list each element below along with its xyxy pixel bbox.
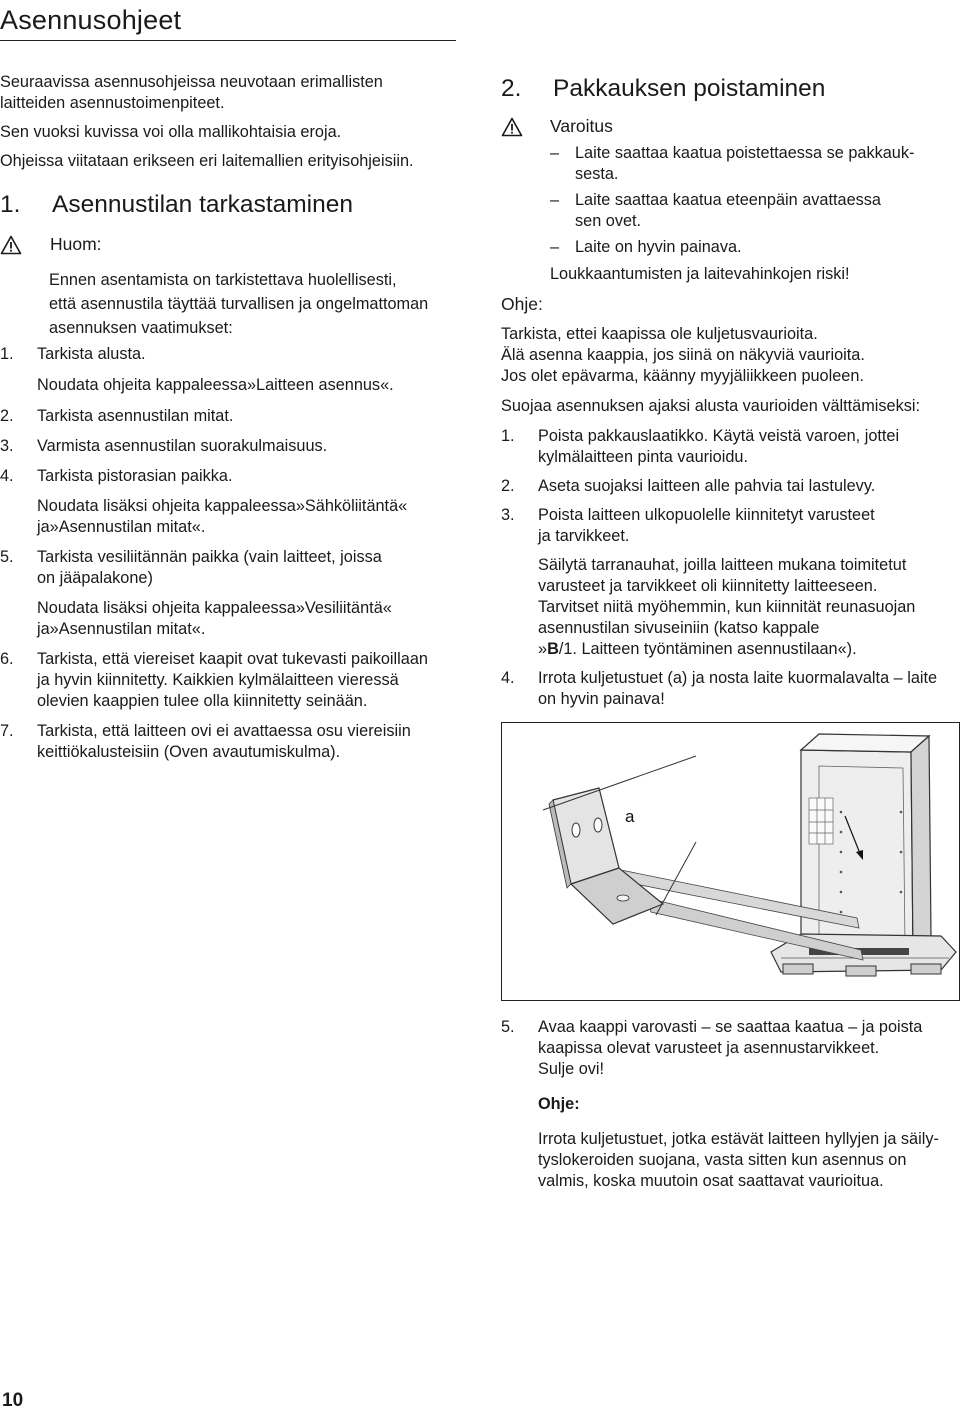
note-line: asennustilan sivuseiniin (katso kappale (538, 619, 820, 637)
notice-line: Ennen asentamista on tarkistettava huolellisesti, (49, 271, 397, 289)
list-item (0, 649, 462, 712)
warning-line: sen ovet. (575, 212, 642, 230)
illustration-svg (501, 722, 960, 1001)
list-item-number: 3. (0, 437, 14, 455)
list-item (0, 406, 462, 427)
section-1-number: 1. (0, 191, 21, 218)
step-item (501, 668, 960, 710)
list-item-line: keittiökalusteisiin (Oven avautumiskulma). (37, 743, 341, 761)
list-item-number (0, 375, 37, 396)
warning-line: Laite saattaa kaatua eteenpäin avattaessa (575, 191, 881, 209)
intro-paragraph (0, 72, 462, 172)
step-item (501, 476, 960, 497)
note-prefix: » (538, 640, 548, 658)
step-text (538, 505, 960, 547)
ohje-line: Älä asenna kaappia, jos siinä on näkyviä vaurioita. (501, 346, 865, 364)
list-item-text (37, 496, 462, 538)
list-item-text (37, 649, 462, 712)
warning-triangle-icon (501, 117, 523, 137)
intro-line: Ohjeissa viitataan erikseen eri laitemallien erityisohjeisiin. (0, 152, 414, 170)
intro-line: laitteiden asennustoimenpiteet. (0, 94, 225, 112)
step-line: kylmälaitteen pinta vaurioidu. (538, 448, 748, 466)
list-item-number: 2. (0, 407, 14, 425)
list-item (0, 721, 462, 763)
notice-text (49, 268, 462, 340)
section-2-number: 2. (501, 75, 522, 102)
step-item (501, 1017, 960, 1080)
list-item-line: ja»Asennustilan mitat«. (37, 620, 206, 638)
list-item-number (0, 598, 37, 640)
warning-item (550, 190, 960, 232)
notice-line: että asennustila täyttää turvallisen ja ongelmattoman (49, 295, 429, 313)
warning-item (550, 237, 960, 258)
page-title: Asennusohjeet (0, 5, 182, 35)
list-item (0, 598, 462, 640)
note-suffix: /1. Laitteen työntäminen asennustilaan«). (558, 640, 857, 658)
notice-label: Huom: (50, 234, 102, 254)
list-item-line: Tarkista, että viereiset kaapit ovat tukevasti paikoillaan (37, 650, 428, 668)
list-item-number: 4. (0, 467, 14, 485)
note-line (538, 639, 960, 660)
right-column (501, 72, 960, 710)
step-text: Aseta suojaksi laitteen alle pahvia tai lastulevy. (538, 477, 876, 495)
dash-bullet: – (550, 238, 560, 256)
list-item (0, 375, 462, 396)
left-column (0, 72, 462, 763)
warning-item-text (575, 143, 960, 185)
list-item-text: Varmista asennustilan suorakulmaisuus. (37, 437, 328, 455)
list-item-line: on jääpalakone) (37, 569, 153, 587)
list-item-line: Noudata lisäksi ohjeita kappaleessa»Sähköliitäntä« (37, 497, 408, 515)
pallet-illustration (501, 722, 960, 1001)
warning-item-text (575, 190, 960, 232)
list-item-text (37, 547, 462, 589)
list-item-text: Tarkista pistorasian paikka. (37, 467, 233, 485)
warning-item (550, 143, 960, 185)
warning-line: Laite saattaa kaatua poistettaessa se pakkauk- (575, 144, 915, 162)
page-number: 10 (2, 1390, 24, 1411)
step-number: 4. (501, 669, 515, 687)
ohje-line: valmis, koska muutoin osat saattavat vaurioitua. (538, 1172, 884, 1190)
step-line: kaapissa olevat varusteet ja asennustarvikkeet. (538, 1039, 880, 1057)
list-item-line: Tarkista vesiliitännän paikka (vain laitteet, joissa (37, 548, 382, 566)
list-item-number: 6. (0, 650, 14, 668)
list-item-line: olevien kaappien tulee olla kiinnitetty seinään. (37, 692, 368, 710)
warning-line: sesta. (575, 165, 619, 183)
step-3-note (538, 555, 960, 660)
list-item-line: ja»Asennustilan mitat«. (37, 518, 206, 536)
warning-item-text: Laite on hyvin painava. (575, 238, 742, 256)
section-1-heading (0, 190, 462, 220)
ohje-2-text (538, 1129, 960, 1192)
section-1-list (0, 344, 462, 763)
note-line: varusteet ja tarvikkeet oli kiinnitetty laitteeseen. (538, 577, 878, 595)
list-item-line: ja hyvin kiinnitetty. Kaikkien kylmälaitteen vieressä (37, 671, 399, 689)
appliance-side (911, 736, 931, 954)
ohje-text (501, 324, 960, 387)
step-line: Poista laitteen ulkopuolelle kiinnitetyt varusteet (538, 506, 875, 524)
step-item (501, 426, 960, 468)
warning-label: Varoitus (550, 116, 613, 136)
step-line: Poista pakkauslaatikko. Käytä veistä varoen, jottei (538, 427, 900, 445)
appliance-grid (809, 798, 833, 844)
warning-footer: Loukkaantumisten ja laitevahinkojen riski! (550, 265, 850, 283)
step-text (538, 668, 960, 710)
list-item-text (37, 598, 462, 640)
list-item-number: 5. (0, 548, 14, 566)
section-2-title: Pakkauksen poistaminen (553, 75, 826, 102)
list-item-number (0, 496, 37, 538)
list-item-text (37, 721, 462, 763)
section-2-steps (501, 426, 960, 710)
warning-triangle-icon (0, 235, 22, 255)
step-item (501, 505, 960, 547)
list-item (0, 344, 462, 365)
step-line: on hyvin painava! (538, 690, 665, 708)
ohje-line: Tarkista, ettei kaapissa ole kuljetusvaurioita. (501, 325, 818, 343)
warning-header (501, 116, 960, 137)
step-line: Irrota kuljetustuet (a) ja nosta laite kuormalavalta – laite (538, 669, 938, 687)
list-item (0, 496, 462, 538)
step-line: Sulje ovi! (538, 1060, 605, 1078)
appliance-top (801, 734, 929, 752)
step-text (538, 426, 960, 468)
note-bold: B (547, 640, 559, 658)
ohje-line: Irrota kuljetustuet, jotka estävät laitteen hyllyjen ja säily- (538, 1130, 939, 1148)
ohje-label-2: Ohje: (538, 1095, 580, 1113)
notice-header (0, 234, 462, 255)
intro-line: Seuraavissa asennusohjeissa neuvotaan erimallisten (0, 73, 383, 91)
list-item-text: Tarkista alusta. (37, 345, 146, 363)
list-item-text: Noudata ohjeita kappaleessa»Laitteen asennus«. (37, 376, 394, 394)
note-line: Tarvitset niitä myöhemmin, kun kiinnität reunasuojan (538, 598, 916, 616)
ohje-line: Jos olet epävarma, käänny myyjäliikkeen puoleen. (501, 367, 864, 385)
ohje-line: tyslokeroiden suojana, vasta sitten kun asennus on (538, 1151, 907, 1169)
warning-list (501, 143, 960, 285)
notice-line: asennuksen vaatimukset: (49, 319, 233, 337)
list-item-line: Noudata lisäksi ohjeita kappaleessa»Vesiliitäntä« (37, 599, 392, 617)
figure-label-a: a (625, 807, 635, 826)
list-item (0, 466, 462, 487)
list-item (0, 547, 462, 589)
dash-bullet: – (550, 191, 560, 209)
page-header (0, 0, 456, 41)
step-line: ja tarvikkeet. (538, 527, 630, 545)
list-item-number: 1. (0, 345, 14, 363)
protect-line: Suojaa asennuksen ajaksi alusta vaurioiden välttämiseksi: (501, 397, 921, 415)
section-2-heading (501, 74, 960, 104)
intro-line: Sen vuoksi kuvissa voi olla mallikohtaisia eroja. (0, 123, 342, 141)
list-item-number: 7. (0, 722, 14, 740)
step-number: 1. (501, 427, 515, 445)
bottom-right-block (501, 1017, 960, 1192)
step-line: Avaa kaappi varovasti – se saattaa kaatua – ja poista (538, 1018, 923, 1036)
step-number: 2. (501, 477, 515, 495)
ohje-label: Ohje: (501, 294, 543, 314)
note-line: Säilytä tarranauhat, joilla laitteen mukana toimitetut (538, 556, 907, 574)
list-item-text: Tarkista asennustilan mitat. (37, 407, 234, 425)
step-number: 3. (501, 506, 515, 524)
list-item (0, 436, 462, 457)
list-item-line: Tarkista, että laitteen ovi ei avattaessa osu viereisiin (37, 722, 411, 740)
step-text (538, 1017, 960, 1080)
section-1-title: Asennustilan tarkastaminen (52, 191, 353, 218)
dash-bullet: – (550, 144, 560, 162)
step-number: 5. (501, 1018, 515, 1036)
